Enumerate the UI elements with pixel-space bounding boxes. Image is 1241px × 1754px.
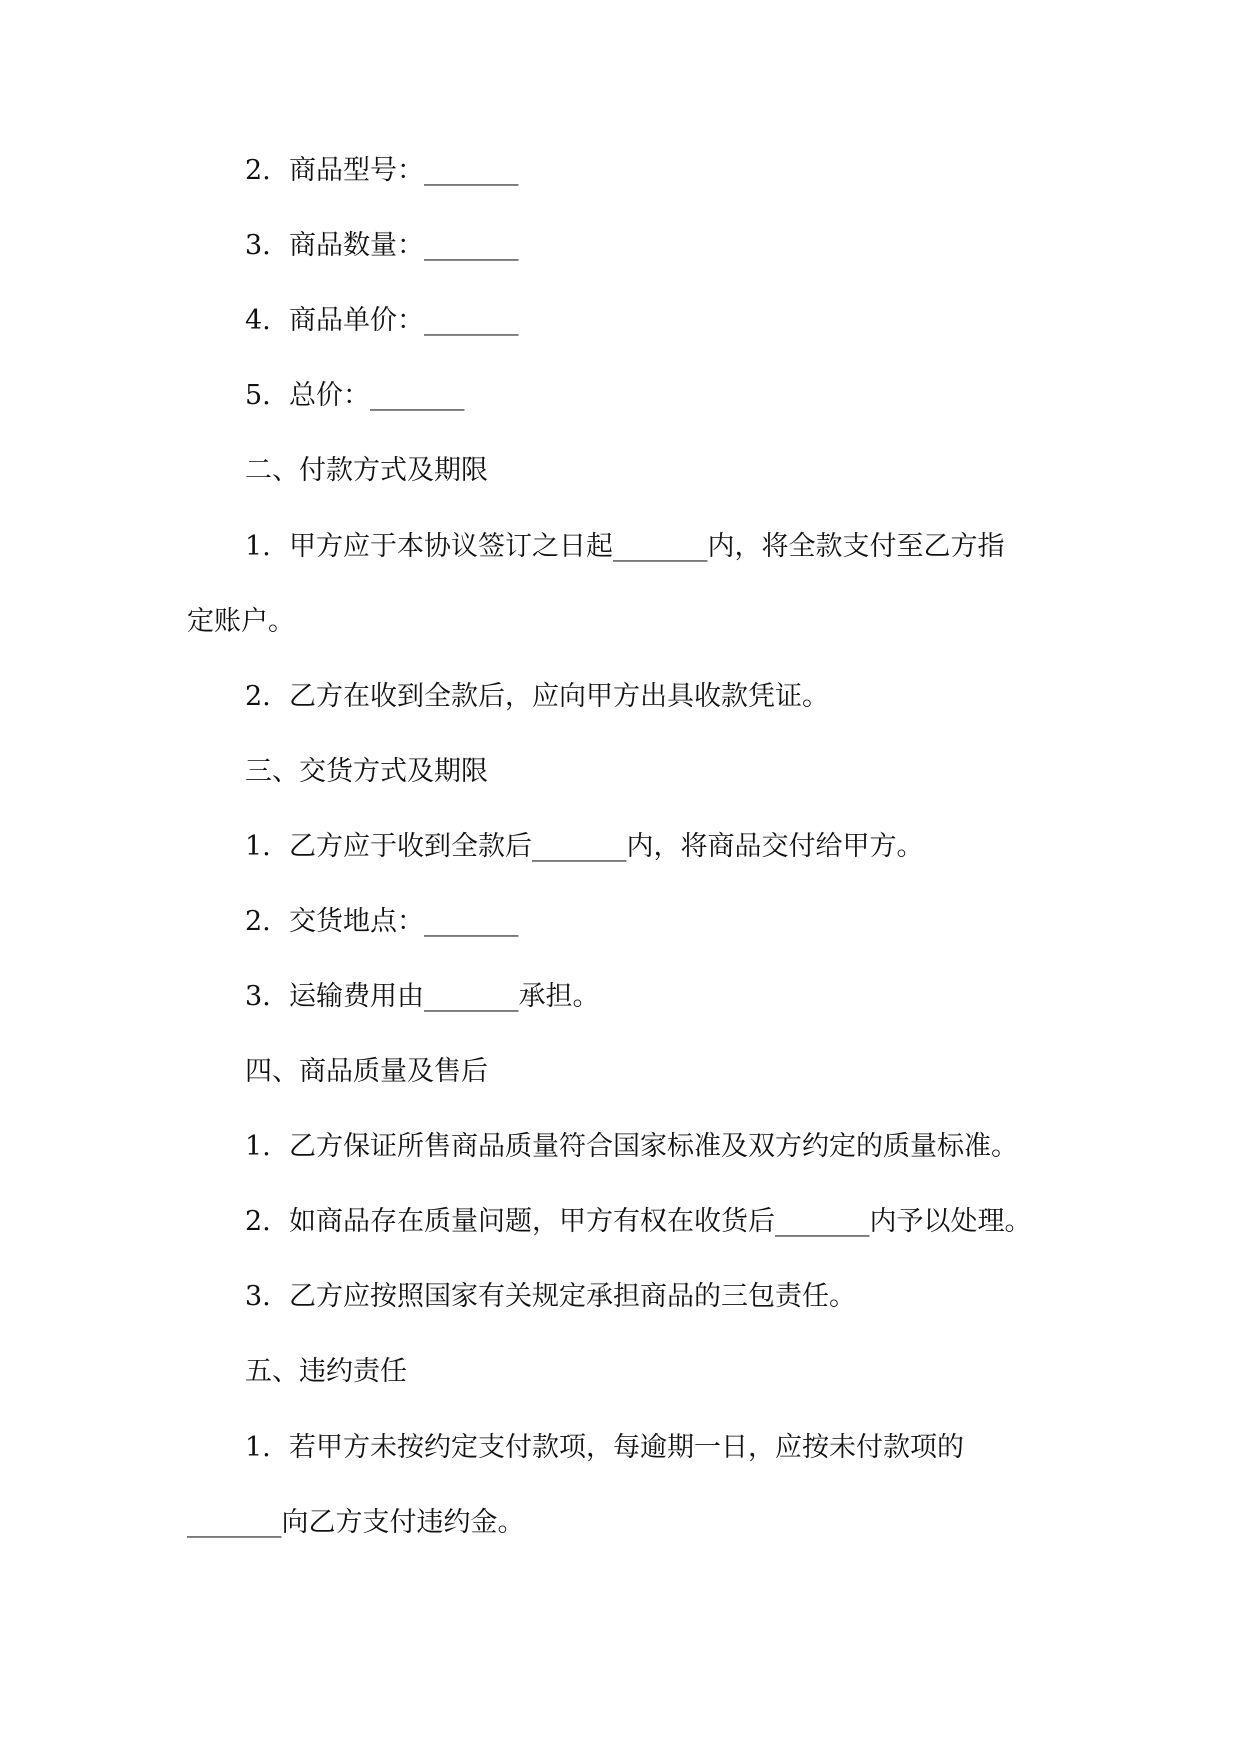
item-text: 乙方在收到全款后，应向甲方出具收款凭证。 (289, 681, 829, 712)
item-total-price (245, 378, 465, 414)
item-text: 商品数量：_______ (289, 230, 519, 261)
delivery-clause-2 (245, 904, 519, 940)
item-unit-price (245, 303, 519, 339)
item-number: 1. (245, 531, 271, 562)
item-model (245, 153, 519, 189)
item-number: 1. (245, 1131, 271, 1162)
item-text: 乙方应于收到全款后_______内，将商品交付给甲方。 (289, 831, 924, 862)
quality-clause-1 (245, 1129, 1018, 1165)
section-heading-payment: 二、付款方式及期限 (245, 455, 488, 486)
item-number: 2. (245, 906, 271, 937)
item-number: 3. (245, 1281, 271, 1312)
item-text: 商品型号：_______ (289, 155, 519, 186)
item-text: 总价：_______ (289, 380, 465, 411)
liability-clause-1 (245, 1430, 964, 1466)
quality-clause-3 (245, 1279, 856, 1315)
item-text: 运输费用由_______承担。 (289, 981, 600, 1012)
item-text: 商品单价：_______ (289, 305, 519, 336)
payment-clause-1-continued: 定账户。 (187, 606, 295, 637)
item-quantity (245, 228, 519, 264)
item-text: 如商品存在质量问题，甲方有权在收货后_______内予以处理。 (289, 1206, 1032, 1237)
section-heading-delivery: 三、交货方式及期限 (245, 756, 488, 787)
item-text: 乙方应按照国家有关规定承担商品的三包责任。 (289, 1281, 856, 1312)
item-number: 5. (245, 380, 271, 411)
item-number: 1. (245, 831, 271, 862)
payment-clause-2 (245, 679, 829, 715)
item-text: 若甲方未按约定支付款项，每逾期一日，应按未付款项的 (289, 1432, 964, 1463)
item-text: 交货地点：_______ (289, 906, 519, 937)
item-number: 4. (245, 305, 271, 336)
item-number: 3. (245, 981, 271, 1012)
item-text: 甲方应于本协议签订之日起_______内，将全款支付至乙方指 (289, 531, 1005, 562)
item-number: 2. (245, 1206, 271, 1237)
quality-clause-2 (245, 1204, 1032, 1240)
delivery-clause-3 (245, 979, 600, 1015)
item-number: 3. (245, 230, 271, 261)
section-heading-liability: 五、违约责任 (245, 1356, 407, 1387)
item-number: 2. (245, 155, 271, 186)
liability-clause-1-continued: _______向乙方支付违约金。 (187, 1507, 525, 1538)
item-text: 乙方保证所售商品质量符合国家标准及双方约定的质量标准。 (289, 1131, 1018, 1162)
section-heading-quality: 四、商品质量及售后 (245, 1056, 488, 1087)
item-number: 1. (245, 1432, 271, 1463)
item-number: 2. (245, 681, 271, 712)
payment-clause-1 (245, 529, 1005, 565)
delivery-clause-1 (245, 829, 924, 865)
